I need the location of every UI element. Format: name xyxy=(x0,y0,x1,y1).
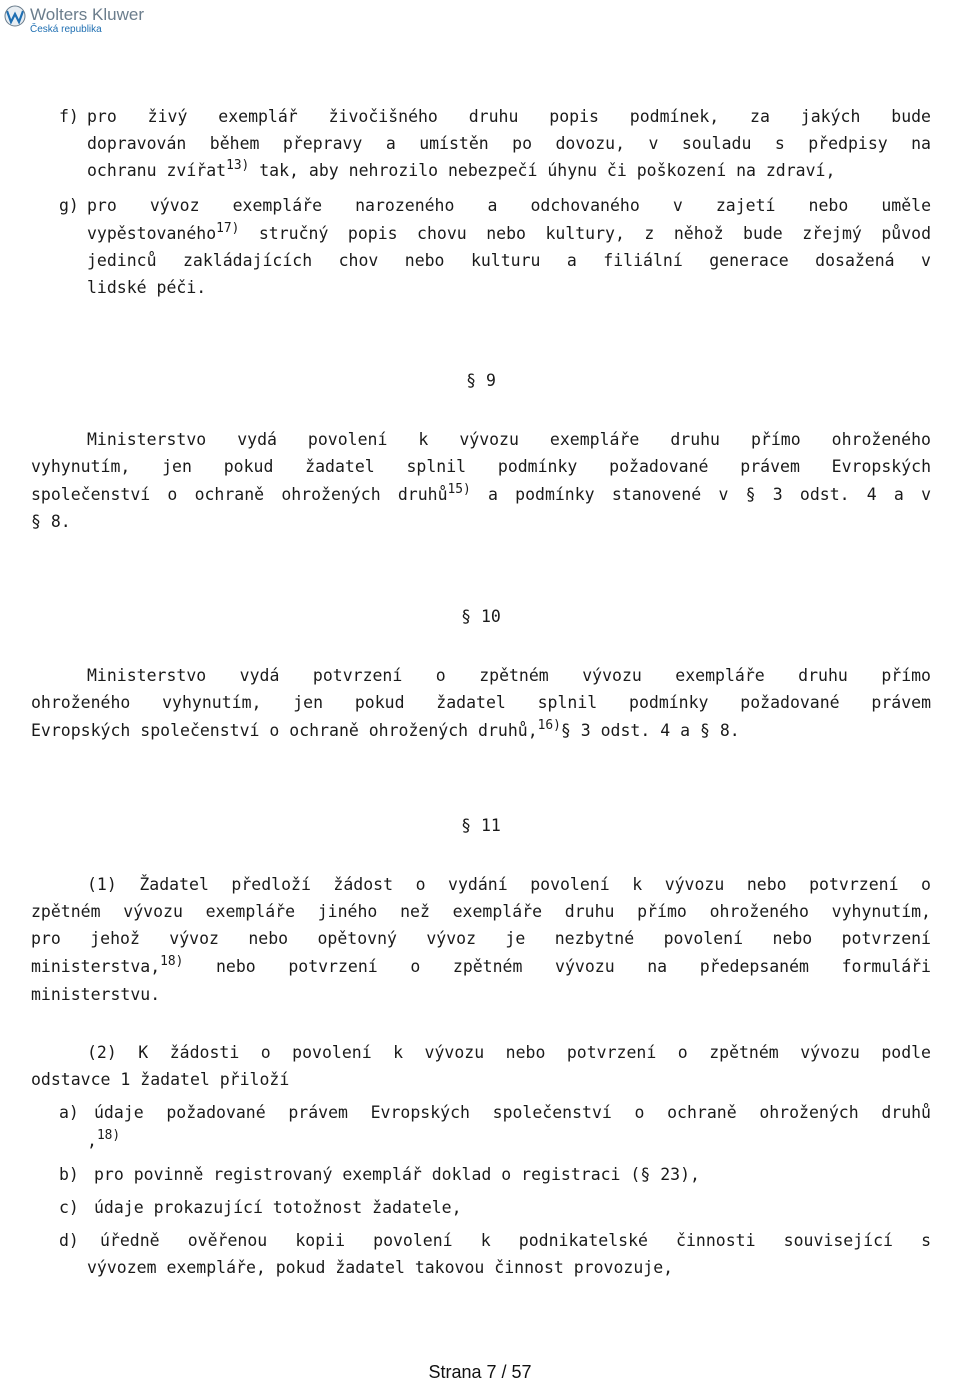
text-line: vývozem exempláře, pokud žadatel takovou činnost provozuje, xyxy=(87,1258,674,1277)
brand-subname: Česká republika xyxy=(30,24,102,35)
item-label: g) xyxy=(59,196,79,215)
text-line xyxy=(87,1127,931,1154)
section-heading: § 11 xyxy=(461,816,501,835)
text-line: pro živý exemplář živočišného druhu popis podmínek, za jakých bude xyxy=(87,107,931,126)
text-run: Evropských společenství o ochraně ohrožených druhů, xyxy=(31,721,538,740)
list-item-g xyxy=(87,192,931,219)
item-label: b) xyxy=(59,1165,79,1184)
text-line xyxy=(31,953,931,980)
item-label: a) xyxy=(59,1103,79,1122)
text-line: pro jehož vývoz nebo opětovný vývoz je nezbytné povolení nebo potvrzení xyxy=(31,929,931,948)
text-line: zpětném vývozu exempláře jiného než exempláře druhu přímo ohroženého vyhynutím, xyxy=(31,902,931,921)
text-line: údaje prokazující totožnost žadatele, xyxy=(94,1198,462,1217)
text-run: stručný popis chovu nebo kultury, z něhož bude zřejmý původ xyxy=(239,224,931,243)
list-item-f xyxy=(87,103,931,157)
footnote-ref: 16) xyxy=(537,717,561,733)
text-line: údaje požadované právem Evropských společenství o ochraně ohrožených druhů xyxy=(94,1103,931,1122)
text-line: (2) K žádosti o povolení k vývozu nebo potvrzení o zpětném vývozu podle xyxy=(87,1043,931,1062)
footnote-ref: 15) xyxy=(447,481,471,497)
brand-name: Wolters Kluwer xyxy=(30,5,144,24)
text-run: tak, aby nehrozilo nebezpečí úhynu či poškození na zdraví, xyxy=(249,161,836,180)
text-line xyxy=(87,157,931,184)
text-line: odstavce 1 žadatel přiloží xyxy=(31,1070,290,1089)
text-line: pro povinně registrovaný exemplář doklad o registraci (§ 23), xyxy=(94,1165,700,1184)
section-heading: § 9 xyxy=(466,371,496,390)
text-line: vyhynutím, jen pokud žadatel splnil podmínky požadované právem Evropských xyxy=(31,457,931,476)
text-line: úředně ověřenou kopii povolení k podnikatelské činnosti související s xyxy=(100,1231,931,1250)
text-run: ministerstva, xyxy=(31,957,161,976)
footnote-ref: 13) xyxy=(226,157,250,173)
footnote-ref: 18) xyxy=(96,1127,121,1143)
text-run: vypěstovaného xyxy=(87,224,217,243)
text-run: , xyxy=(87,1131,97,1150)
item-label: c) xyxy=(59,1198,79,1217)
footnote-ref: 17) xyxy=(216,220,240,236)
text-line xyxy=(31,717,931,744)
text-run: ochranu zvířat xyxy=(87,161,227,180)
wolters-kluwer-logo-icon xyxy=(4,5,26,27)
text-run: nebo potvrzení o zpětném vývozu na předepsaném formuláři xyxy=(183,957,931,976)
page-number: Strana 7 / 57 xyxy=(428,1362,532,1382)
publisher-logo xyxy=(4,3,144,37)
text-run: a podmínky stanovené v § 3 odst. 4 a v xyxy=(470,485,932,504)
text-run: § 3 odst. 4 a § 8. xyxy=(560,721,740,740)
text-run: společenství o ochraně ohrožených druhů xyxy=(31,485,448,504)
text-line: ohroženého vyhynutím, jen pokud žadatel splnil podmínky požadované právem xyxy=(31,693,931,712)
text-line: lidské péči. xyxy=(87,278,207,297)
text-line xyxy=(31,481,931,508)
section-heading: § 10 xyxy=(461,607,501,626)
text-line: § 8. xyxy=(31,512,71,531)
text-line: pro vývoz exempláře narozeného a odchovaného v zajetí nebo uměle xyxy=(87,196,931,215)
text-line: jedinců zakládajících chov nebo kulturu a filiální generace dosažená v xyxy=(87,251,931,270)
footnote-ref: 18) xyxy=(160,953,184,969)
text-line: dopravován během přepravy a umístěn po dovozu, v souladu s předpisy na xyxy=(87,134,931,153)
item-label: f) xyxy=(59,107,79,126)
text-line: Ministerstvo vydá potvrzení o zpětném vývozu exempláře druhu přímo xyxy=(87,666,931,685)
text-line xyxy=(87,220,931,247)
text-line: ministerstvu. xyxy=(31,985,161,1004)
item-label: d) xyxy=(59,1231,79,1250)
text-line: (1) Žadatel předloží žádost o vydání povolení k vývozu nebo potvrzení o xyxy=(87,875,931,894)
text-line: Ministerstvo vydá povolení k vývozu exempláře druhu přímo ohroženého xyxy=(87,430,931,449)
